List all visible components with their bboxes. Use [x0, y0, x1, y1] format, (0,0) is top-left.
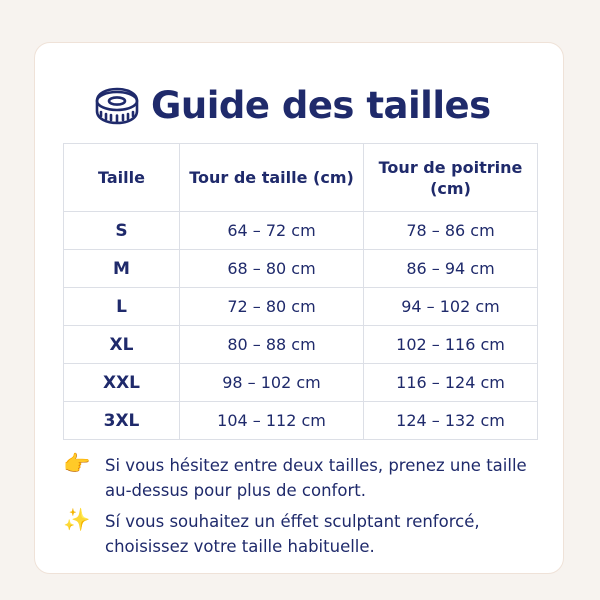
size-cell: L — [64, 288, 180, 326]
table-row — [64, 326, 538, 364]
table-row — [64, 402, 538, 440]
table-header-row — [64, 144, 538, 212]
header-chest: Tour de poitrine (cm) — [364, 144, 538, 212]
size-cell: M — [64, 250, 180, 288]
chest-cell: 78 – 86 cm — [364, 212, 538, 250]
chest-cell: 94 – 102 cm — [364, 288, 538, 326]
table-row — [64, 250, 538, 288]
waist-cell: 80 – 88 cm — [180, 326, 364, 364]
size-guide-card — [34, 42, 564, 574]
tip-note-sculpting — [63, 509, 543, 559]
header-size: Taille — [64, 144, 180, 212]
chest-cell: 116 – 124 cm — [364, 364, 538, 402]
sparkles-icon: ✨ — [63, 508, 91, 533]
tip-text: Sí vous souhaitez un éffet sculptant renforcé, choisissez votre taille habituelle. — [105, 512, 480, 556]
size-cell: XXL — [64, 364, 180, 402]
waist-cell: 68 – 80 cm — [180, 250, 364, 288]
pointing-hand-icon: 👉 — [63, 452, 91, 477]
waist-cell: 104 – 112 cm — [180, 402, 364, 440]
table-row — [64, 364, 538, 402]
waist-cell: 64 – 72 cm — [180, 212, 364, 250]
tip-note-sizing — [63, 453, 543, 503]
chest-cell: 86 – 94 cm — [364, 250, 538, 288]
chest-cell: 124 – 132 cm — [364, 402, 538, 440]
title-row — [93, 77, 491, 133]
table-row — [64, 288, 538, 326]
size-table — [63, 143, 538, 440]
size-cell: S — [64, 212, 180, 250]
tip-text: Si vous hésitez entre deux tailles, prenez une taille au-dessus pour plus de confort. — [105, 456, 527, 500]
size-cell: XL — [64, 326, 180, 364]
table-row — [64, 212, 538, 250]
header-waist: Tour de taille (cm) — [180, 144, 364, 212]
waist-cell: 98 – 102 cm — [180, 364, 364, 402]
size-cell: 3XL — [64, 402, 180, 440]
waist-cell: 72 – 80 cm — [180, 288, 364, 326]
measuring-tape-icon — [93, 81, 141, 129]
page-title: Guide des tailles — [151, 83, 491, 127]
chest-cell: 102 – 116 cm — [364, 326, 538, 364]
